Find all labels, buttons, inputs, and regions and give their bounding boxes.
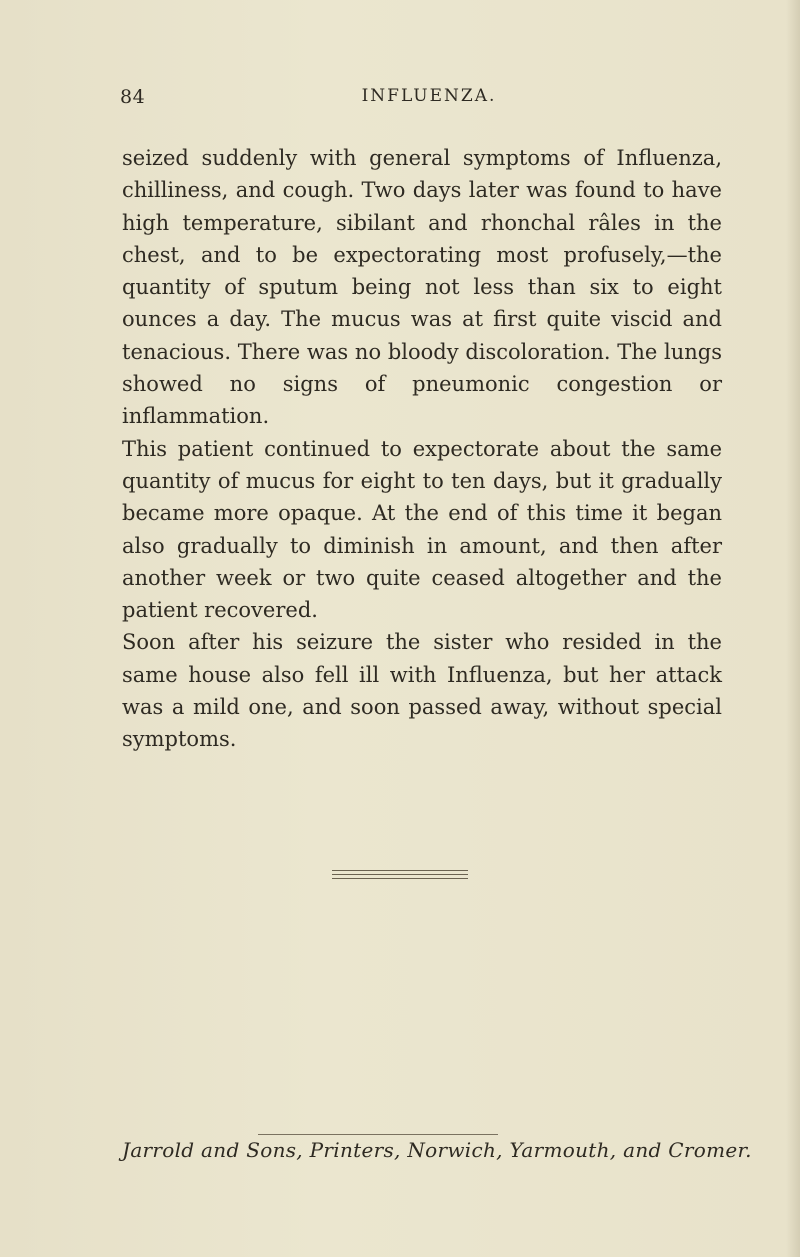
printer-imprint: Jarrold and Sons, Printers, Norwich, Yarmouth, and Cromer. [122, 1138, 752, 1162]
page-number: 84 [120, 86, 146, 108]
body-text [122, 142, 722, 756]
rule-line-top [332, 870, 468, 871]
page-header [120, 86, 720, 116]
section-end-rule [332, 868, 468, 880]
running-head: INFLUENZA. [361, 86, 497, 106]
page-edge-shadow [786, 0, 800, 1257]
paragraph-1: seized suddenly with general symptoms of Influenza, chilliness, and cough. Two days later was found to have high temperature, sibilant and rhonchal râles in the chest, and to be expectorating most profusely,—the quantity of sputum being not less than six to eight ounces a day. The mucus was at first quite viscid and tenacious. There was no bloody discoloration. The lungs showed no signs of pneumonic congestion or inflammation. [122, 146, 722, 429]
paragraph-3: Soon after his seizure the sister who resided in the same house also fell ill with Influenza, but her attack was a mild one, and soon passed away, without special symptoms. [122, 630, 722, 752]
paragraph-2: This patient continued to expectorate about the same quantity of mucus for eight to ten days, but it gradually became more opaque. At the end of this time it began also gradually to diminish in amount, and then after another week or two quite ceased altogether and the patient recovered. [122, 436, 722, 623]
rule-line-middle [332, 874, 468, 875]
rule-line-bottom [332, 878, 468, 879]
imprint-rule [258, 1134, 498, 1135]
